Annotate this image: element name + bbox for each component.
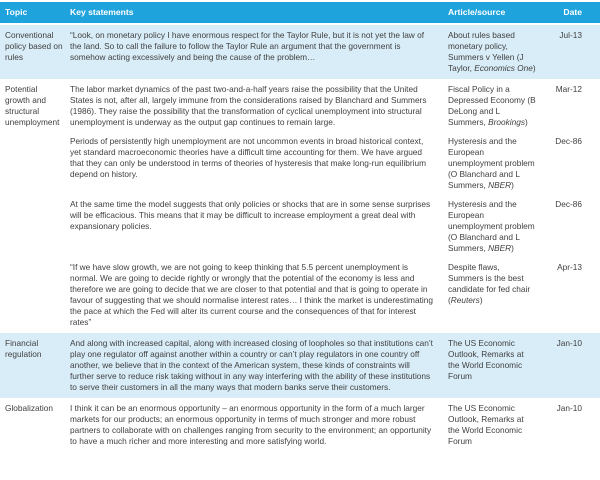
statement-cell: The labor market dynamics of the past two-and-a-half years raise the possibility that the United States is not, after all, largely immune from the considerations raised by Blanchard and Summers (1986). They raise the possibility that the transformation of cyclical unemployment into structural unemployment is underway as the output gap continues to remain large.	[70, 84, 427, 127]
column-header-topic: Topic	[0, 2, 65, 24]
header-row	[0, 2, 600, 24]
source-text: )	[532, 63, 536, 73]
table-row	[0, 133, 600, 196]
source-text: Hysteresis and the European unemployment problem (O Blanchard and L Summers,	[448, 136, 535, 190]
statement-cell: And along with increased capital, along with increased closing of loopholes so that institutions can’t play one regulator off against another within a country or can’t play regulators in one country off another, we believe that in the context of the American system, these kinds of constraints will further serve to reduce risk taking without in any way interfering with the ability of these institutions to serve their customers in all the many ways that modern banks serve their customers.	[65, 333, 443, 398]
source-text: About rules based monetary policy, Summers v Yellen (J Taylor,	[448, 30, 524, 73]
table-header	[0, 2, 600, 24]
source-cell	[443, 196, 540, 259]
date-cell: Dec-86	[555, 199, 582, 209]
table-row	[0, 24, 600, 79]
statement-cell: “Look, on monetary policy I have enormous respect for the Taylor Rule, but it is not yet the law of the land. So to call the failure to follow the Taylor Rule an argument that the government is somehow acting excessively and being the cause of the problem…	[65, 24, 443, 79]
source-publication-name: Economics One	[474, 63, 533, 73]
column-header-key-statements: Key statements	[65, 2, 443, 24]
table-row	[0, 398, 600, 452]
date-cell: Apr-13	[557, 262, 582, 272]
source-text: )	[511, 243, 514, 253]
source-text: Hysteresis and the European unemployment problem (O Blanchard and L Summers,	[448, 199, 535, 253]
source-cell	[443, 333, 540, 398]
statement-cell: Periods of persistently high unemployment are not uncommon events in broad historical context, yet standard macroeconomic theories have a difficult time accounting for them. We have argued that they can only be understood in terms of theories of hysteresis that make long-run equilibrium depend on history.	[70, 136, 427, 179]
topic-cell: Conventional policy based on rules	[0, 24, 65, 79]
key-statements-table	[0, 2, 600, 452]
source-cell	[443, 79, 540, 133]
table-row	[0, 196, 600, 259]
statement-cell: At the same time the model suggests that only policies or shocks that are in some sense surprises will be efficacious. This means that it may be difficult to increase employment a great deal with expansionary policies.	[70, 199, 431, 231]
topic-cell: Potential growth and structural unemployment	[5, 84, 60, 127]
statement-cell: “If we have slow growth, we are not going to keep thinking that 5.5 percent unemployment is normal. We are going to decide rightly or wrongly that the potential of the economy is less and therefore we are going to decide that we are closer to that potential and that is going to operate in favour of suggesting that we should normalise interest rates… I think the market is underestimating the pace at which the Fed will alter its current course and the consequences of that for interest rates”	[70, 262, 433, 327]
column-header-article-source: Article/source	[443, 2, 540, 24]
topic-cell: Financial regulation	[0, 333, 65, 398]
source-cell	[443, 24, 540, 79]
source-text: The US Economic Outlook, Remarks at the World Economic Forum	[448, 403, 524, 446]
date-cell: Dec-86	[555, 136, 582, 146]
date-cell: Jul-13	[540, 24, 600, 79]
date-cell: Jan-10	[540, 333, 600, 398]
statement-cell: I think it can be an enormous opportunity – an enormous opportunity in the form of a much larger markets for our products; an enormous opportunity in terms of much stronger and more robust partners to collaborate with on challenges ranging from security to the environment; an opportunity to have a much richer and more interesting and more satisfying world.	[70, 403, 432, 446]
source-cell	[443, 259, 540, 333]
source-text: )	[525, 117, 528, 127]
table-row	[0, 79, 600, 133]
source-text: Fiscal Policy in a Depressed Economy (B DeLong and L Summers,	[448, 84, 536, 127]
column-header-date: Date	[540, 2, 600, 24]
source-cell	[443, 133, 540, 196]
source-cell	[443, 398, 540, 452]
table-body	[0, 24, 600, 452]
source-text: )	[511, 180, 514, 190]
source-publication-name: NBER	[488, 180, 512, 190]
source-text: )	[479, 295, 483, 305]
source-text: Despite flaws, Summers is the best candidate for fed chair (	[448, 262, 531, 305]
source-publication-name: Brookings	[488, 117, 526, 127]
table-row	[0, 259, 600, 333]
topic-cell: Globalization	[5, 403, 53, 413]
table-row	[0, 333, 600, 398]
source-text: The US Economic Outlook, Remarks at the World Economic Forum	[448, 338, 524, 381]
source-publication-name: NBER	[488, 243, 512, 253]
source-publication-name: Reuters	[450, 295, 480, 305]
date-cell: Jan-10	[556, 403, 582, 413]
date-cell: Mar-12	[555, 84, 582, 94]
